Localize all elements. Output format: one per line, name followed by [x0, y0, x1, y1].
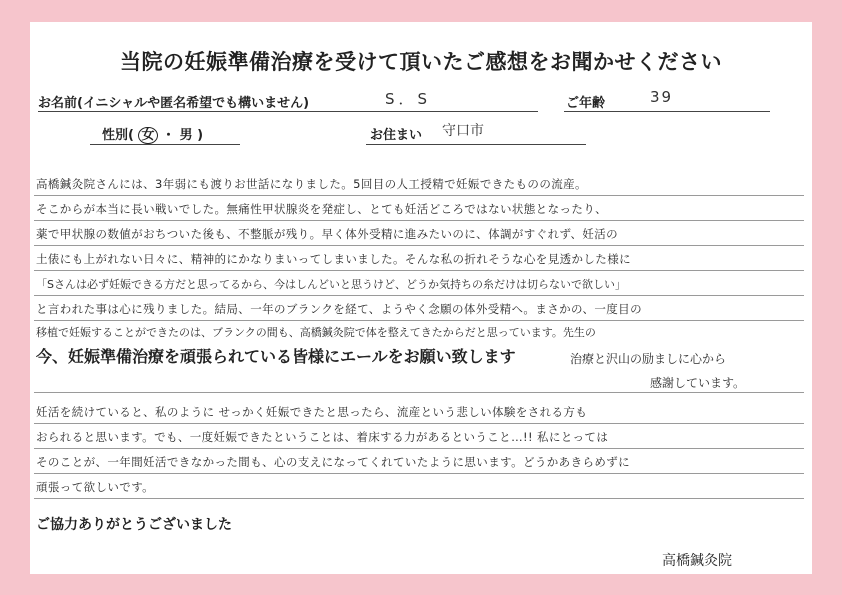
- age-underline: [564, 111, 770, 112]
- residence-value: 守口市: [442, 123, 484, 139]
- gender-female-selected: 女: [138, 127, 157, 144]
- message-line: そのことが、一年間妊活できなかった間も、心の支えになってくれていたように思います。どうかあきらめずに: [34, 448, 804, 474]
- gender-field: [102, 124, 203, 144]
- gender-underline: [90, 144, 240, 145]
- residence-label: お住まい: [370, 128, 423, 143]
- message-line: 妊活を続けていると、私のように せっかく妊娠できたと思ったら、流産という悲しい体験をされる方も: [34, 398, 804, 424]
- gender-separator: ・: [162, 128, 176, 143]
- comment-line: 薬で甲状腺の数値がおちついた後も、不整脈が残り。早く体外受精に進みたいのに、体調がすぐれず、妊活の: [34, 220, 804, 246]
- residence-underline: [366, 144, 586, 145]
- heading-underline: [34, 392, 804, 393]
- survey-sheet: [30, 22, 812, 574]
- age-value: 39: [650, 88, 674, 106]
- gender-label: 性別(: [102, 128, 134, 143]
- gender-close: ): [197, 128, 204, 143]
- message-line: おられると思います。でも、一度妊娠できたということは、着床する力があるということ…!! 私にとっては: [34, 423, 804, 449]
- age-label: ご年齢: [566, 96, 606, 111]
- name-label: お名前(イニシャルや匿名希望でも構いません): [38, 96, 310, 111]
- thanks-text: 感謝しています。: [650, 376, 746, 390]
- comment-line: 高橋鍼灸院さんには、3年弱にも渡りお世話になりました。5回目の人工授精で妊娠できたものの流産。: [34, 170, 804, 196]
- gender-male: 男: [179, 128, 193, 143]
- closing-text: ご協力ありがとうございました: [36, 517, 232, 533]
- section-heading: 今、妊娠準備治療を頑張られている皆様にエールをお願い致します: [36, 347, 516, 366]
- comment-line: と言われた事は心に残りました。結局、一年のブランクを経て、ようやく念願の体外受精へ。まさかの、一度目の: [34, 295, 804, 321]
- name-value: S．S: [385, 90, 432, 108]
- heading-tail-text: 治療と沢山の励ましに心から: [570, 352, 727, 366]
- comment-line: 土俵にも上がれない日々に、精神的にかなりまいってしまいました。そんな私の折れそうな心を見透かした様に: [34, 245, 804, 271]
- comment-line: 「Sさんは必ず妊娠できる方だと思ってるから、今はしんどいと思うけど、どうか気持ちの糸だけは切らないで欲しい」: [34, 270, 804, 296]
- page-title: 当院の妊娠準備治療を受けて頂いたご感想をお聞かせください: [120, 50, 722, 74]
- message-line: 頑張って欲しいです。: [34, 473, 804, 499]
- clinic-name: 高橋鍼灸院: [662, 553, 732, 569]
- overlap-comment-line: 移植で妊娠することができたのは、ブランクの間も、高橋鍼灸院で体を整えてきたからだと思っています。先生の: [36, 326, 596, 339]
- name-underline: [38, 111, 538, 112]
- comment-line: そこからが本当に長い戦いでした。無痛性甲状腺炎を発症し、とても妊活どころではない状態となったり、: [34, 195, 804, 221]
